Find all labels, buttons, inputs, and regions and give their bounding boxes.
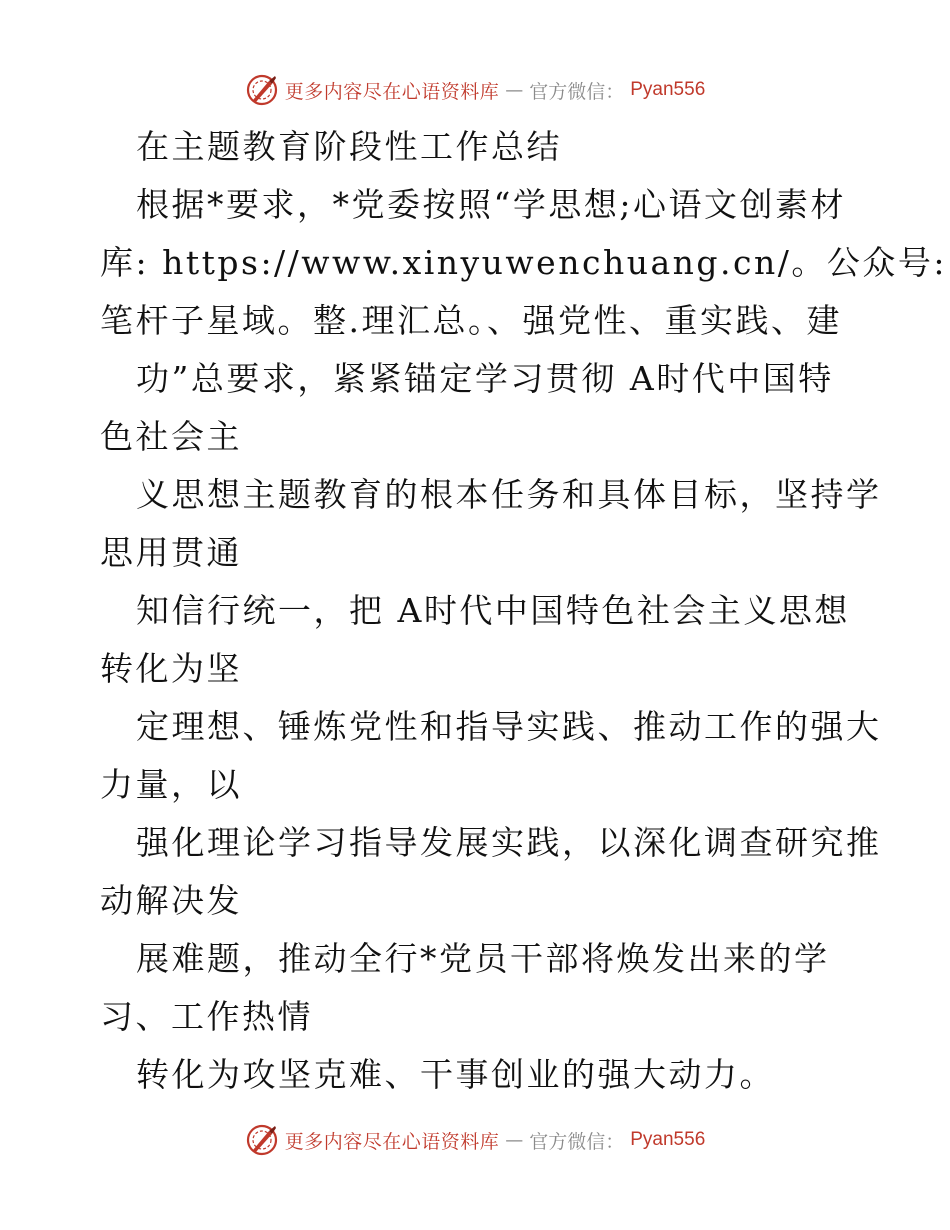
paragraph-line: 色社会主 xyxy=(100,417,242,456)
paragraph-line: 义思想主题教育的根本任务和具体目标，坚持学 xyxy=(136,475,882,514)
banner-dash: — xyxy=(505,79,524,101)
paragraph-line: 定理想、锤炼党性和指导实践、推动工作的强大 xyxy=(136,707,882,746)
paragraph-line: 习、工作热情 xyxy=(100,997,313,1036)
paragraph-line: 力量，以 xyxy=(100,765,242,804)
paragraph-line: 强化理论学习指导发展实践，以深化调查研究推 xyxy=(136,823,882,862)
banner-brand-text: 更多内容尽在心语资料库 xyxy=(284,1130,500,1153)
paragraph-line: 思用贯通 xyxy=(100,533,242,572)
banner-brand-text: 更多内容尽在心语资料库 xyxy=(284,80,500,103)
banner-official-label: 官方微信： xyxy=(529,1130,625,1153)
banner-dash: — xyxy=(505,1129,524,1151)
paragraph-line: 知信行统一，把 A时代中国特色社会主义思想 xyxy=(136,591,850,630)
paragraph-line: 转化为攻坚克难、干事创业的强大动力。 xyxy=(136,1055,775,1094)
quill-pen-logo-icon xyxy=(245,73,279,107)
quill-pen-logo-icon xyxy=(245,1123,279,1157)
document-body xyxy=(100,118,947,1104)
paragraph-line: 功”总要求，紧紧锚定学习贯彻 A时代中国特 xyxy=(136,359,834,398)
paragraph-line: 笔杆子星域。整.理汇总。、强党性、重实践、建 xyxy=(100,301,842,340)
document-title-line: 在主题教育阶段性工作总结 xyxy=(136,127,562,166)
paragraph-line: 库: https://www.xinyuwenchuang.cn/。公众号: xyxy=(100,243,947,282)
paragraph-line: 动解决发 xyxy=(100,881,242,920)
banner-wechat-id: Pyan556 xyxy=(630,1129,706,1150)
header-banner xyxy=(0,70,950,110)
banner-wechat-id: Pyan556 xyxy=(630,79,706,100)
banner-official-label: 官方微信： xyxy=(529,80,625,103)
paragraph-line: 根据*要求，*党委按照“学思想;心语文创素材 xyxy=(136,185,846,224)
paragraph-line: 展难题，推动全行*党员干部将焕发出来的学 xyxy=(136,939,830,978)
footer-banner xyxy=(0,1120,950,1160)
paragraph-line: 转化为坚 xyxy=(100,649,242,688)
